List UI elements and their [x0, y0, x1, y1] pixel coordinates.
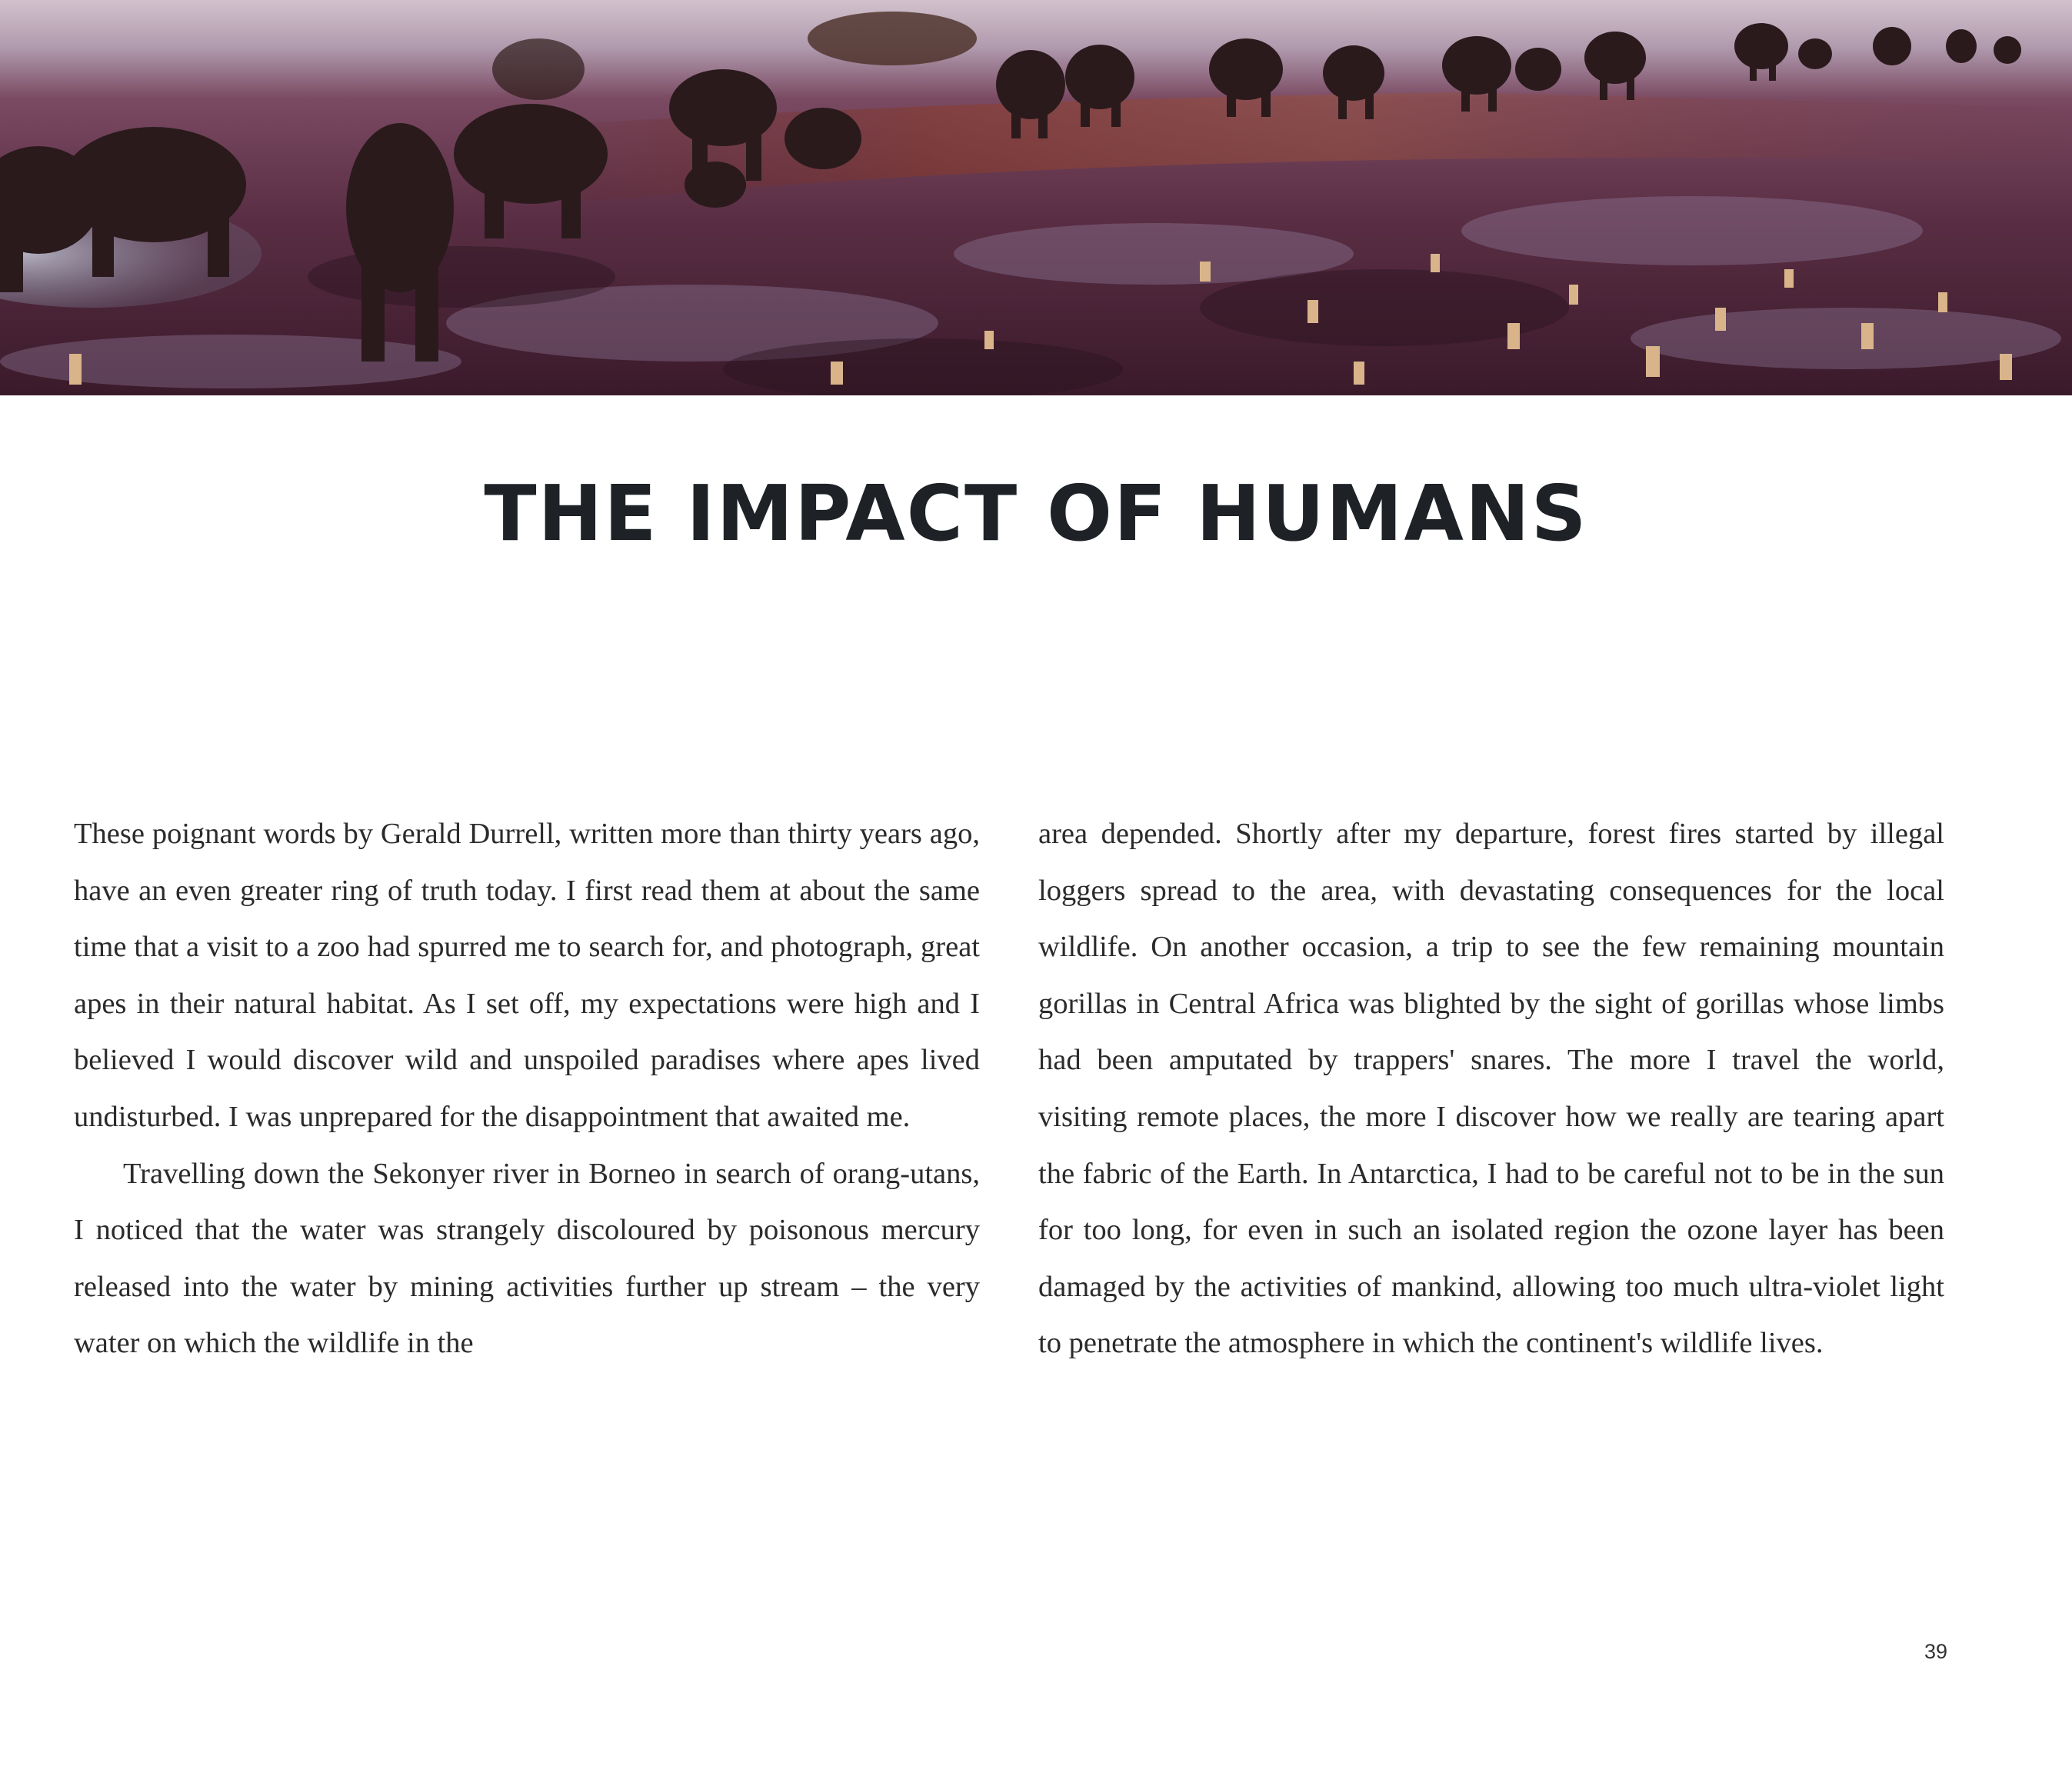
paragraph: area depended. Shortly after my departure, forest fires started by illegal loggers spread to the area, with devastating consequences for the local wildlife. On another occasion, a trip to see the few remaining mountain gorillas in Central Africa was blighted by the sight of gorillas whose limbs had been amputated by trappers' snares. The more I travel the world, visiting remote places, the more I discover how we really are tearing apart the fabric of the Earth. In Antarctica, I had to be careful not to be in the sun for too long, for even in such an isolated region the ozone layer has been damaged by the activities of mankind, allowing too much ultra-violet light to penetrate the atmosphere in which the continent's wildlife lives. [1038, 818, 1944, 1360]
paragraph: These poignant words by Gerald Durrell, written more than thirty years ago, have an even greater ring of truth today. I first read them at about the same time that a visit to a zoo had spurred me to search for, and photograph, great apes in their natural habitat. As I set off, my expectations were high and I believed I would discover wild and unspoiled paradises where apes lived undisturbed. I was unprepared for the disappointment that awaited me. [74, 818, 980, 1133]
body-column-right [1038, 806, 1944, 1372]
page-number: 39 [1924, 1640, 1947, 1663]
paragraph: Travelling down the Sekonyer river in Borneo in search of orang-utans, I noticed that the water was strangely discoloured by poisonous mercury released into the water by mining activities further up stream – the very water on which the wildlife in the [74, 1157, 980, 1360]
body-column-left [74, 806, 980, 1372]
header-photo [0, 0, 2072, 395]
page-title: THE IMPACT OF HUMANS [484, 468, 1588, 558]
elephant-herd-image [0, 0, 2072, 395]
